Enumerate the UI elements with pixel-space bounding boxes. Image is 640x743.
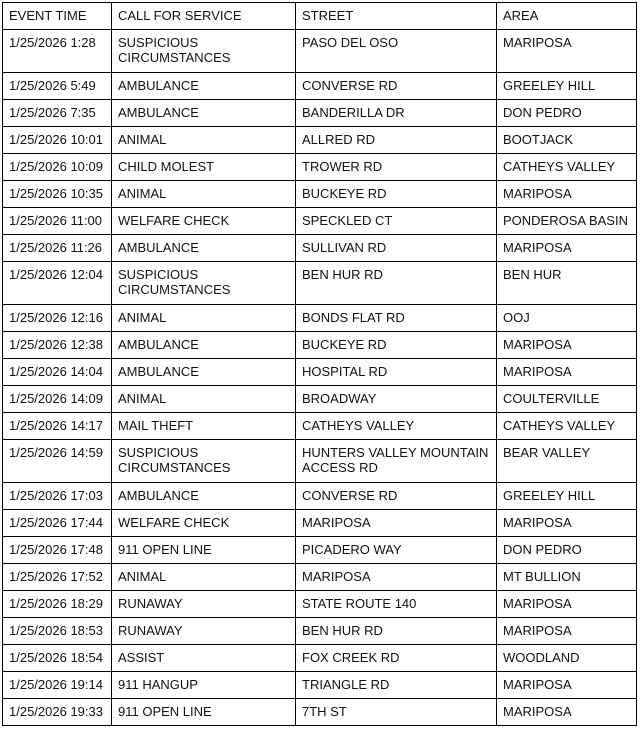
- area-cell: OOJ: [497, 305, 637, 332]
- call-for-service-cell: AMBULANCE: [112, 100, 296, 127]
- header-call-for-service: CALL FOR SERVICE: [112, 3, 296, 30]
- event-time-cell: 1/25/2026 17:52: [3, 564, 112, 591]
- street-cell: MARIPOSA: [296, 564, 497, 591]
- table-row: [3, 413, 637, 440]
- area-cell: DON PEDRO: [497, 100, 637, 127]
- street-cell: BUCKEYE RD: [296, 332, 497, 359]
- area-cell: CATHEYS VALLEY: [497, 413, 637, 440]
- street-cell: BEN HUR RD: [296, 618, 497, 645]
- area-cell: MARIPOSA: [497, 699, 637, 726]
- table-row: [3, 154, 637, 181]
- call-for-service-cell: RUNAWAY: [112, 591, 296, 618]
- event-time-cell: 1/25/2026 17:44: [3, 510, 112, 537]
- event-time-cell: 1/25/2026 10:35: [3, 181, 112, 208]
- event-time-cell: 1/25/2026 14:59: [3, 440, 112, 483]
- street-cell: CONVERSE RD: [296, 73, 497, 100]
- event-time-cell: 1/25/2026 18:29: [3, 591, 112, 618]
- table-row: [3, 672, 637, 699]
- table-row: [3, 483, 637, 510]
- table-row: [3, 591, 637, 618]
- street-cell: TRIANGLE RD: [296, 672, 497, 699]
- event-time-cell: 1/25/2026 12:38: [3, 332, 112, 359]
- street-cell: CATHEYS VALLEY: [296, 413, 497, 440]
- call-for-service-cell: ANIMAL: [112, 181, 296, 208]
- area-cell: MARIPOSA: [497, 591, 637, 618]
- area-cell: COULTERVILLE: [497, 386, 637, 413]
- area-cell: BEAR VALLEY: [497, 440, 637, 483]
- event-time-cell: 1/25/2026 11:26: [3, 235, 112, 262]
- area-cell: MARIPOSA: [497, 332, 637, 359]
- call-for-service-cell: SUSPICIOUS CIRCUMSTANCES: [112, 440, 296, 483]
- table-row: [3, 645, 637, 672]
- table-row: [3, 100, 637, 127]
- street-cell: MARIPOSA: [296, 510, 497, 537]
- area-cell: DON PEDRO: [497, 537, 637, 564]
- street-cell: CONVERSE RD: [296, 483, 497, 510]
- area-cell: GREELEY HILL: [497, 483, 637, 510]
- street-cell: BEN HUR RD: [296, 262, 497, 305]
- call-for-service-cell: 911 OPEN LINE: [112, 537, 296, 564]
- table-body: [3, 30, 637, 726]
- street-cell: PASO DEL OSO: [296, 30, 497, 73]
- table-row: [3, 618, 637, 645]
- area-cell: PONDEROSA BASIN: [497, 208, 637, 235]
- table-row: [3, 208, 637, 235]
- area-cell: BEN HUR: [497, 262, 637, 305]
- event-time-cell: 1/25/2026 5:49: [3, 73, 112, 100]
- event-time-cell: 1/25/2026 19:14: [3, 672, 112, 699]
- table-row: [3, 332, 637, 359]
- event-time-cell: 1/25/2026 1:28: [3, 30, 112, 73]
- table-row: [3, 181, 637, 208]
- event-time-cell: 1/25/2026 10:09: [3, 154, 112, 181]
- event-time-cell: 1/25/2026 12:16: [3, 305, 112, 332]
- street-cell: BROADWAY: [296, 386, 497, 413]
- street-cell: TROWER RD: [296, 154, 497, 181]
- call-for-service-cell: ANIMAL: [112, 564, 296, 591]
- event-time-cell: 1/25/2026 14:09: [3, 386, 112, 413]
- area-cell: WOODLAND: [497, 645, 637, 672]
- table-row: [3, 30, 637, 73]
- street-cell: HOSPITAL RD: [296, 359, 497, 386]
- area-cell: MARIPOSA: [497, 30, 637, 73]
- event-time-cell: 1/25/2026 11:00: [3, 208, 112, 235]
- event-time-cell: 1/25/2026 17:48: [3, 537, 112, 564]
- table-row: [3, 564, 637, 591]
- area-cell: CATHEYS VALLEY: [497, 154, 637, 181]
- table-row: [3, 262, 637, 305]
- event-time-cell: 1/25/2026 7:35: [3, 100, 112, 127]
- event-time-cell: 1/25/2026 18:53: [3, 618, 112, 645]
- event-time-cell: 1/25/2026 17:03: [3, 483, 112, 510]
- call-for-service-cell: AMBULANCE: [112, 235, 296, 262]
- event-time-cell: 1/25/2026 19:33: [3, 699, 112, 726]
- street-cell: SULLIVAN RD: [296, 235, 497, 262]
- event-time-cell: 1/25/2026 10:01: [3, 127, 112, 154]
- table-row: [3, 359, 637, 386]
- call-for-service-cell: AMBULANCE: [112, 483, 296, 510]
- area-cell: MARIPOSA: [497, 181, 637, 208]
- call-for-service-cell: ASSIST: [112, 645, 296, 672]
- call-for-service-cell: AMBULANCE: [112, 359, 296, 386]
- street-cell: 7TH ST: [296, 699, 497, 726]
- street-cell: BUCKEYE RD: [296, 181, 497, 208]
- area-cell: MARIPOSA: [497, 359, 637, 386]
- table-row: [3, 510, 637, 537]
- call-for-service-cell: 911 HANGUP: [112, 672, 296, 699]
- area-cell: MARIPOSA: [497, 672, 637, 699]
- street-cell: STATE ROUTE 140: [296, 591, 497, 618]
- call-for-service-cell: ANIMAL: [112, 305, 296, 332]
- street-cell: HUNTERS VALLEY MOUNTAIN ACCESS RD: [296, 440, 497, 483]
- call-for-service-cell: ANIMAL: [112, 386, 296, 413]
- table-header-row: [3, 3, 637, 30]
- calls-for-service-table: [2, 2, 637, 726]
- table-row: [3, 235, 637, 262]
- table-row: [3, 699, 637, 726]
- street-cell: ALLRED RD: [296, 127, 497, 154]
- call-for-service-cell: WELFARE CHECK: [112, 208, 296, 235]
- table-row: [3, 127, 637, 154]
- street-cell: PICADERO WAY: [296, 537, 497, 564]
- area-cell: MARIPOSA: [497, 618, 637, 645]
- table-row: [3, 440, 637, 483]
- table-row: [3, 73, 637, 100]
- call-for-service-cell: AMBULANCE: [112, 73, 296, 100]
- call-for-service-cell: ANIMAL: [112, 127, 296, 154]
- call-for-service-cell: SUSPICIOUS CIRCUMSTANCES: [112, 30, 296, 73]
- street-cell: FOX CREEK RD: [296, 645, 497, 672]
- call-for-service-cell: SUSPICIOUS CIRCUMSTANCES: [112, 262, 296, 305]
- event-time-cell: 1/25/2026 18:54: [3, 645, 112, 672]
- header-area: AREA: [497, 3, 637, 30]
- table-row: [3, 305, 637, 332]
- street-cell: BONDS FLAT RD: [296, 305, 497, 332]
- event-time-cell: 1/25/2026 14:04: [3, 359, 112, 386]
- event-time-cell: 1/25/2026 12:04: [3, 262, 112, 305]
- area-cell: MARIPOSA: [497, 235, 637, 262]
- call-for-service-cell: CHILD MOLEST: [112, 154, 296, 181]
- table-row: [3, 537, 637, 564]
- header-street: STREET: [296, 3, 497, 30]
- area-cell: MT BULLION: [497, 564, 637, 591]
- header-event-time: EVENT TIME: [3, 3, 112, 30]
- call-for-service-cell: AMBULANCE: [112, 332, 296, 359]
- area-cell: BOOTJACK: [497, 127, 637, 154]
- area-cell: MARIPOSA: [497, 510, 637, 537]
- event-time-cell: 1/25/2026 14:17: [3, 413, 112, 440]
- table-row: [3, 386, 637, 413]
- call-for-service-cell: WELFARE CHECK: [112, 510, 296, 537]
- call-for-service-cell: RUNAWAY: [112, 618, 296, 645]
- call-for-service-cell: MAIL THEFT: [112, 413, 296, 440]
- street-cell: SPECKLED CT: [296, 208, 497, 235]
- street-cell: BANDERILLA DR: [296, 100, 497, 127]
- area-cell: GREELEY HILL: [497, 73, 637, 100]
- call-for-service-cell: 911 OPEN LINE: [112, 699, 296, 726]
